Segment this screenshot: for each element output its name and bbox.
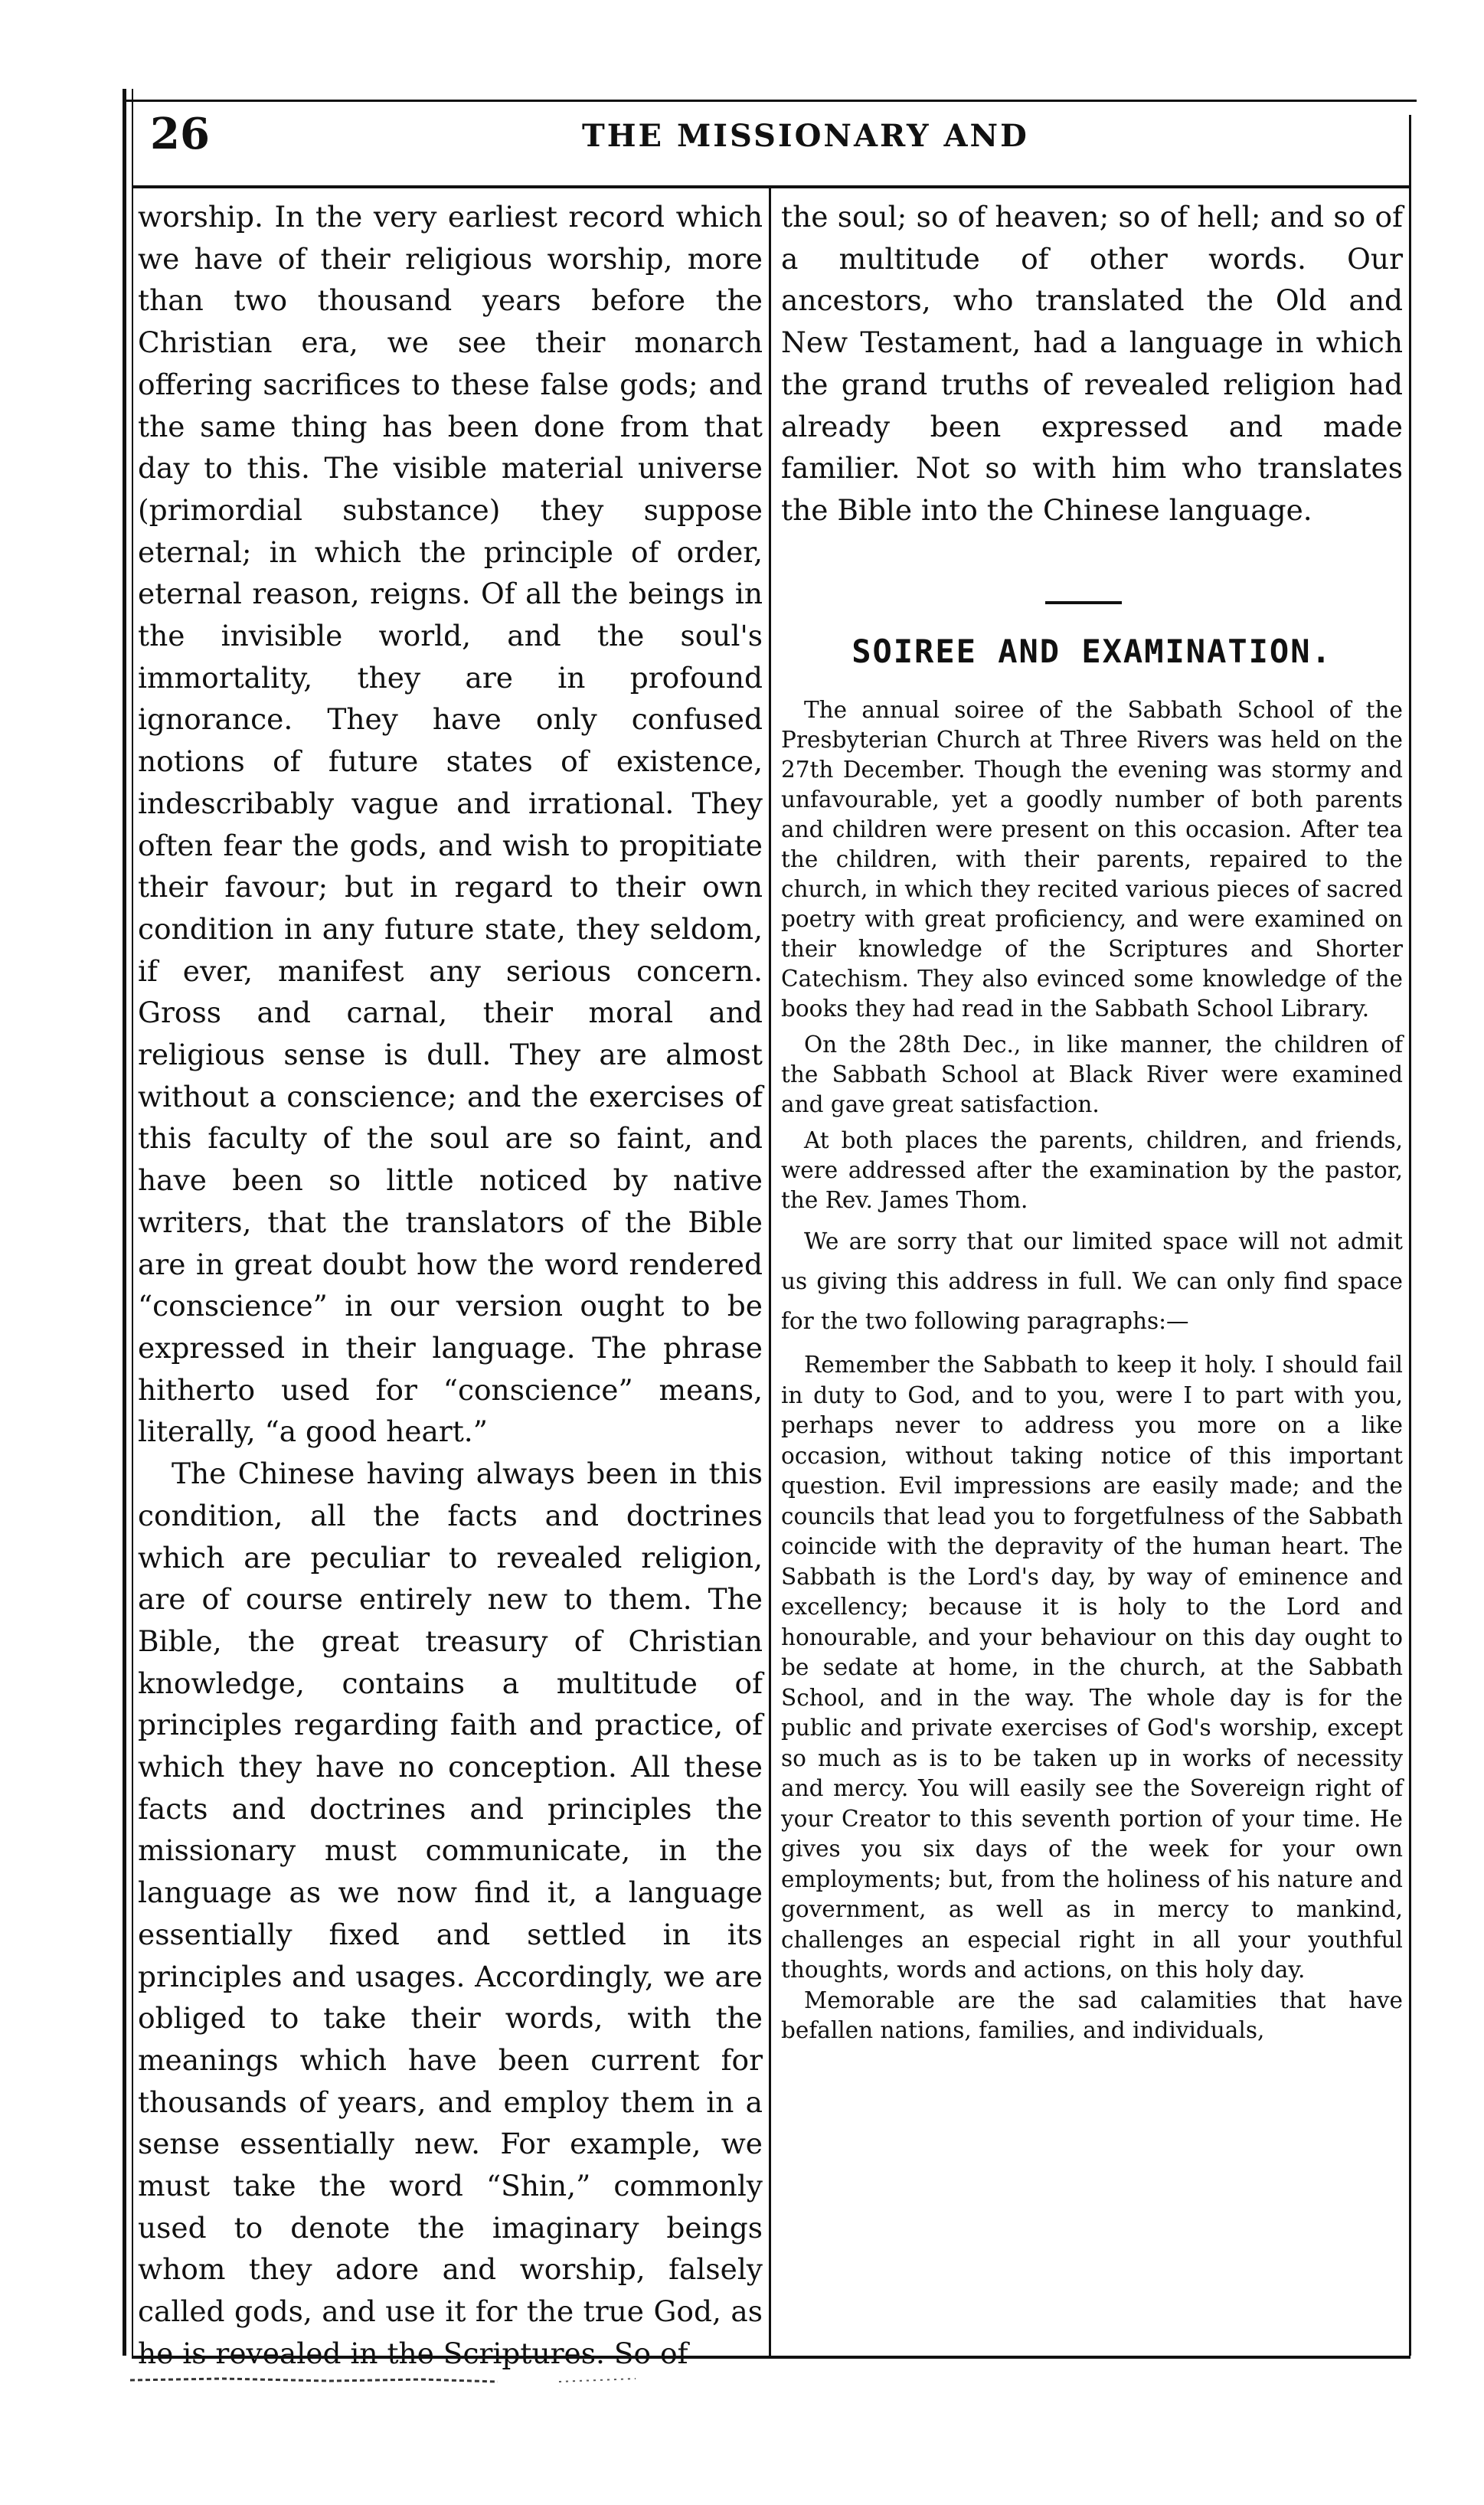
left-inner-border-rule [132,89,133,2356]
running-head: THE MISSIONARY AND [582,118,1029,154]
article-body [781,695,1403,2046]
header-rule [132,185,1410,188]
article-paragraph-3: At both places the parents, children, and friends, were addressed after the examination by the pastor, the Rev. James Thom. [781,1127,1403,1213]
top-border-rule [123,100,1417,102]
left-paragraph-2: The Chinese having always been in this condition, all the facts and doctrines which are peculiar to revealed religion, are of course entirely new to them. The Bible, the great treasury of Christian knowledge, contains a multitude of principles regarding faith and practice, of which they have no conception. All these facts and doctrines and principles the missionary must communicate, in the language as we now find it, a language essentially fixed and settled in its principles and usages. Accordingly, we are obliged to take their words, with the meanings which have been current for thousands of years, and employ them in a sense essentially new. For example, we must take the word “Shin,” commonly used to denote the imaginary beings whom they adore and worship, falsely called gods, and use it for the true God, as he is revealed in the Scriptures. So of [138,1457,763,2370]
left-paragraph-1: worship. In the very earliest record which we have of their religious worship, more than two thousand years before the Christian era, we see their monarch offering sacrifices to these false gods; and the same thing has been done from that day to this. The visible material universe (primordial substance) they suppose eternal; in which the principle of order, eternal reason, reigns. Of all the beings in the invisible world, and the soul's immortality, they are in profound ignorance. They have only confused notions of future states of existence, indescribably vague and irrational. They often fear the gods, and wish to propitiate their favour; but in regard to their own condition in any future state, they seldom, if ever, manifest any serious concern. Gross and carnal, their moral and religious sense is dull. They are almost without a conscience; and the exercises of this faculty of the soul are so faint, and have been so little noticed by native writers, that the translators of the Bible are in great doubt how the word rendered “conscience” in our version ought to be expressed in their language. The phrase hitherto used for “conscience” means, literally, “a good heart.” [138,200,763,1449]
continuation-paragraph: the soul; so of heaven; so of hell; and so of a multitude of other words. Our ancestors, who translated the Old and New Testament, had a language in which the grand truths of revealed religion had already been expressed and made familier. Not so with him who translates the Bible into the Chinese language. [781,200,1403,527]
left-column [138,196,763,2375]
right-border-rule [1409,115,1411,2356]
article-paragraph-4: We are sorry that our limited space will not admit us giving this address in full. We can only find space for the two following paragraphs:— [781,1228,1403,1334]
section-separator [1045,601,1122,604]
section-title: SOIREE AND EXAMINATION. [852,633,1332,670]
left-border-rule [123,89,126,2356]
article-paragraph-6: Memorable are the sad calamities that have befallen nations, families, and individuals, [781,1987,1403,2043]
article-paragraph-1: The annual soiree of the Sabbath School of the Presbyterian Church at Three Rivers was held on the 27th December. Though the evening was stormy and unfavourable, yet a goodly number of both parents and children were present on this occasion. After tea the children, with their parents, repaired to the church, in which they recited various pieces of sacred poetry with great proficiency, and were examined on their knowledge of the Scriptures and Shorter Catechism. They also evinced some knowledge of the books they had read in the Sabbath School Library. [781,697,1403,1022]
print-smudge [100,2374,1432,2388]
page-number: 26 [150,109,210,159]
article-paragraph-2: On the 28th Dec., in like manner, the children of the Sabbath School at Black River were examined and gave great satisfaction. [781,1032,1403,1117]
column-divider [769,188,771,2356]
right-column-continuation [781,196,1403,531]
article-paragraph-5: Remember the Sabbath to keep it holy. I should fail in duty to God, and to you, were I to part with you, perhaps never to address you more on a like occasion, without taking notice of this important question. Evil impressions are easily made; and the councils that lead you to forgetfulness of the Sabbath coincide with the depravity of the human heart. The Sabbath is the Lord's day, by way of eminence and excellency; because it is holy to the Lord and honourable, and your behaviour on this day ought to be sedate at home, in the church, at the Sabbath School, and in the way. The whole day is for the public and private exercises of God's worship, except so much as is to be taken up in works of necessity and mercy. You will easily see the Sovereign right of your Creator to this seventh portion of your time. He gives you six days of the week for your own employments; but, from the holiness of his nature and government, as well as in mercy to mankind, challenges an especial right in all your youthful thoughts, words and actions, on this holy day. [781,1352,1403,1983]
